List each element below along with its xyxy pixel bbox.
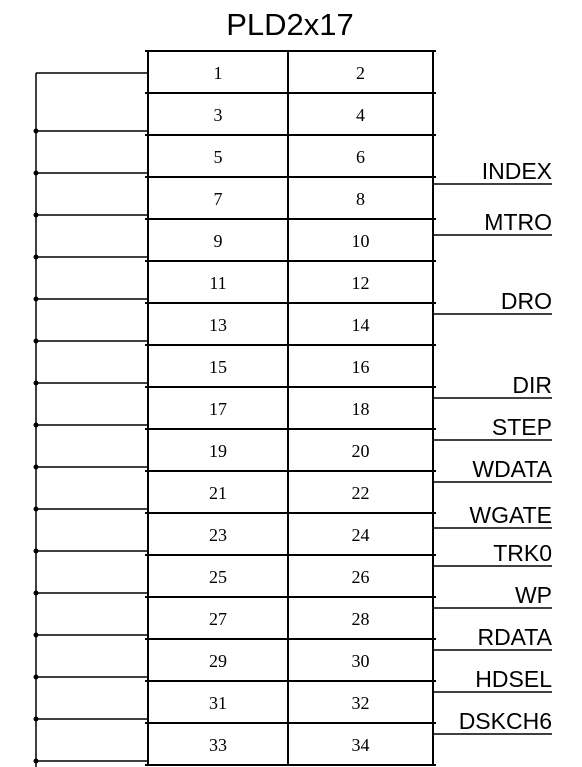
signal-label: WGATE bbox=[469, 502, 552, 528]
pin-number-right: 30 bbox=[351, 651, 370, 671]
junction-dot bbox=[34, 255, 39, 260]
pin-number-right: 10 bbox=[351, 231, 370, 251]
pin-numbers bbox=[209, 63, 370, 755]
pin-number-left: 21 bbox=[209, 483, 227, 503]
pin-number-left: 9 bbox=[213, 231, 223, 251]
signal-label: MTRO bbox=[484, 209, 552, 235]
pin-number-right: 18 bbox=[351, 399, 370, 419]
junction-dot bbox=[34, 297, 39, 302]
junction-dot bbox=[34, 591, 39, 596]
signal-label: INDEX bbox=[481, 158, 552, 184]
pin-number-right: 16 bbox=[351, 357, 370, 377]
signal-label: TRK0 bbox=[493, 540, 552, 566]
junction-dot bbox=[34, 213, 39, 218]
pin-number-right: 22 bbox=[351, 483, 370, 503]
pin-number-left: 33 bbox=[209, 735, 227, 755]
junction-dot bbox=[34, 675, 39, 680]
junction-dot bbox=[34, 465, 39, 470]
signal-label: WP bbox=[514, 582, 552, 608]
pin-number-left: 31 bbox=[209, 693, 227, 713]
signal-lines bbox=[433, 158, 553, 734]
pin-number-right: 12 bbox=[351, 273, 370, 293]
pin-number-right: 20 bbox=[351, 441, 370, 461]
junction-dot bbox=[34, 549, 39, 554]
junction-dot bbox=[34, 633, 39, 638]
pin-number-right: 4 bbox=[356, 105, 365, 125]
pin-number-right: 32 bbox=[351, 693, 370, 713]
pin-number-right: 2 bbox=[356, 63, 365, 83]
pin-number-left: 3 bbox=[213, 105, 223, 125]
junction-dot bbox=[34, 339, 39, 344]
pin-number-right: 34 bbox=[351, 735, 370, 755]
pin-number-left: 19 bbox=[209, 441, 227, 461]
signal-label: DIR bbox=[512, 372, 552, 398]
signal-label: DSKCH6 bbox=[458, 708, 552, 734]
pin-number-left: 5 bbox=[213, 147, 223, 167]
signal-label: WDATA bbox=[472, 456, 552, 482]
pin-number-left: 17 bbox=[209, 399, 227, 419]
connector-title: PLD2x17 bbox=[226, 7, 354, 42]
pin-number-left: 23 bbox=[209, 525, 227, 545]
pin-number-left: 15 bbox=[209, 357, 227, 377]
junction-dot bbox=[34, 759, 39, 764]
pin-number-right: 8 bbox=[356, 189, 365, 209]
ground-bus bbox=[34, 73, 149, 767]
pin-number-left: 13 bbox=[209, 315, 227, 335]
pin-number-left: 1 bbox=[213, 63, 223, 83]
junction-dot bbox=[34, 717, 39, 722]
signal-label: RDATA bbox=[477, 624, 552, 650]
signal-label: DRO bbox=[500, 288, 552, 314]
pin-table bbox=[145, 51, 436, 765]
pin-number-right: 24 bbox=[351, 525, 370, 545]
pin-number-right: 14 bbox=[351, 315, 370, 335]
pin-number-left: 7 bbox=[213, 189, 223, 209]
signal-label: STEP bbox=[491, 414, 552, 440]
pin-number-left: 27 bbox=[209, 609, 227, 629]
junction-dot bbox=[34, 507, 39, 512]
pin-number-left: 29 bbox=[209, 651, 227, 671]
pin-number-right: 26 bbox=[351, 567, 370, 587]
pin-number-right: 6 bbox=[356, 147, 365, 167]
junction-dot bbox=[34, 381, 39, 386]
junction-dot bbox=[34, 171, 39, 176]
pin-number-left: 25 bbox=[209, 567, 227, 587]
junction-dot bbox=[34, 423, 39, 428]
signal-label: HDSEL bbox=[475, 666, 552, 692]
pin-number-right: 28 bbox=[351, 609, 370, 629]
pin-number-left: 11 bbox=[209, 273, 227, 293]
junction-dot bbox=[34, 129, 39, 134]
